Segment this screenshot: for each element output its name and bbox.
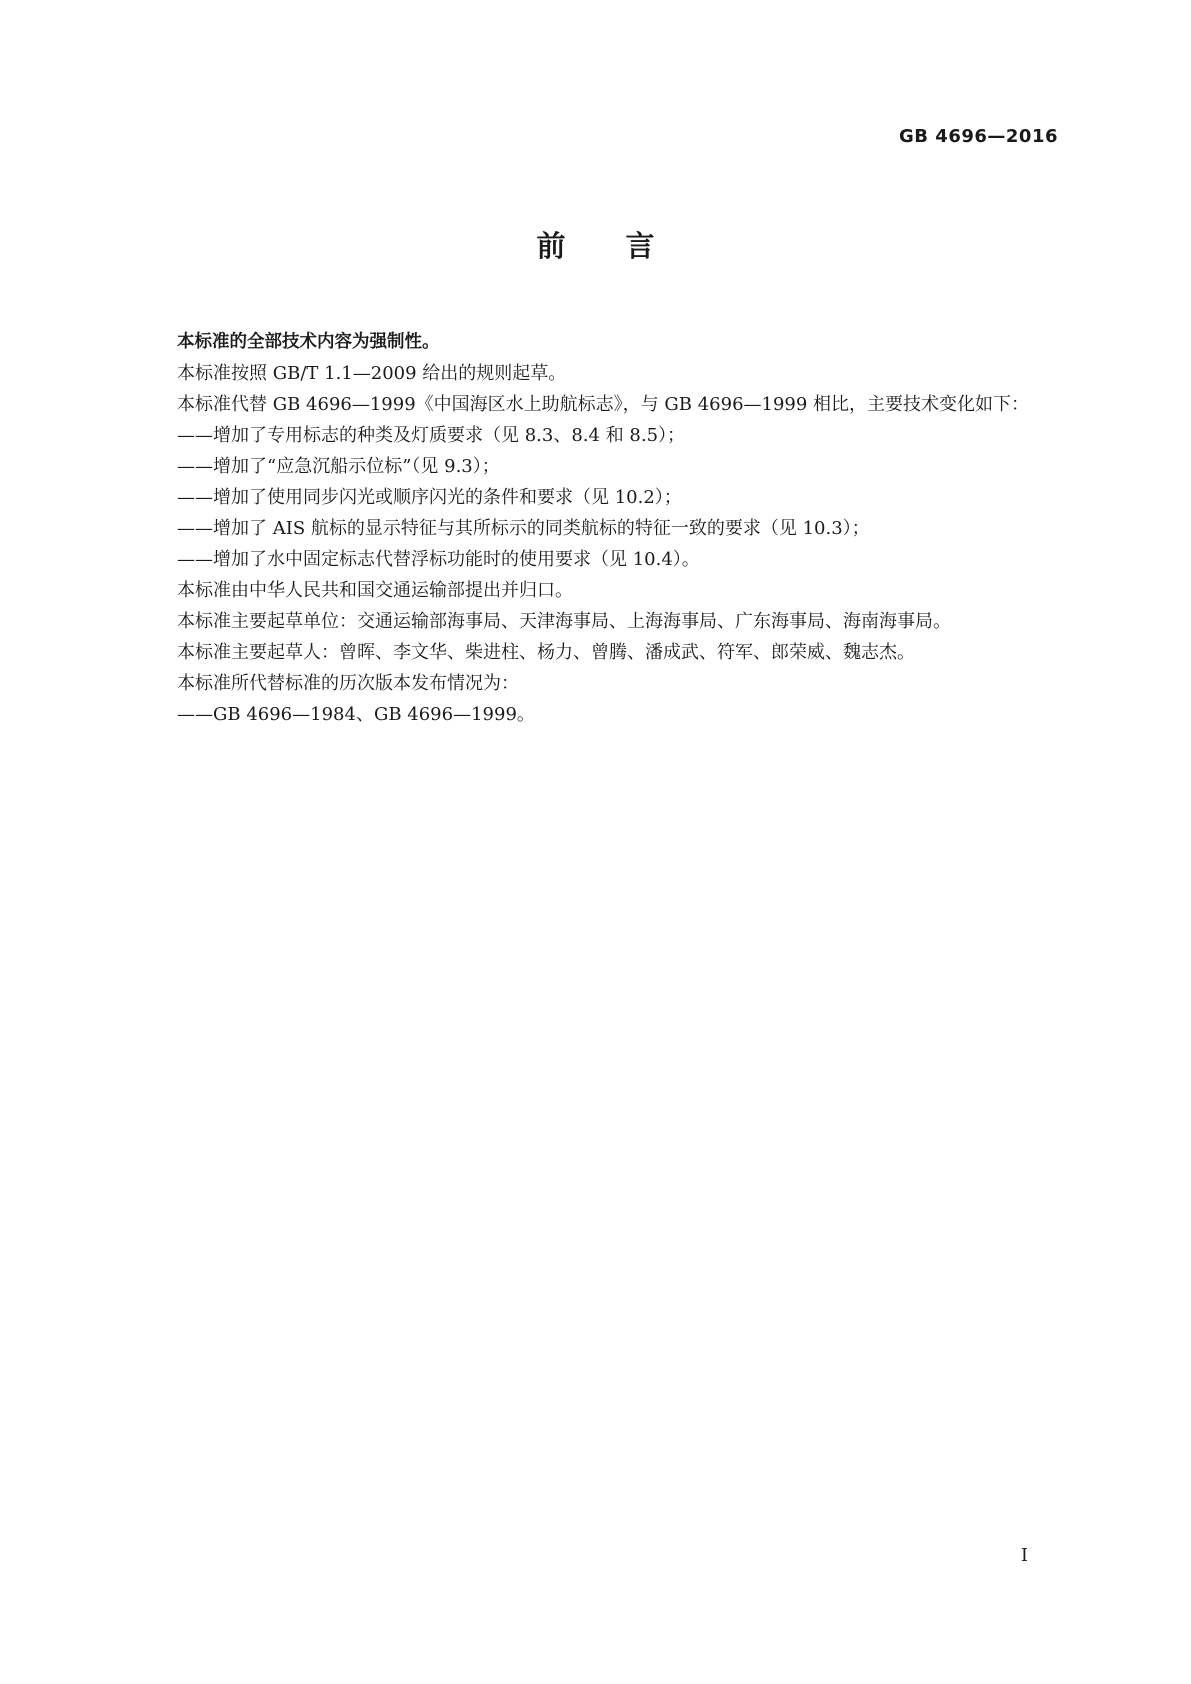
drafting-rules-paragraph: 本标准按照 GB/T 1.1—2009 给出的规则起草。 bbox=[177, 363, 567, 384]
mandatory-statement: 本标准的全部技术内容为强制性。 bbox=[177, 332, 440, 352]
change-item: ——增加了水中固定标志代替浮标功能时的使用要求（见 10.4）。 bbox=[177, 549, 700, 570]
change-item: ——增加了使用同步闪光或顺序闪光的条件和要求（见 10.2）； bbox=[177, 487, 682, 508]
page-number: I bbox=[1020, 1545, 1028, 1566]
previous-editions-item: ——GB 4696—1984、GB 4696—1999。 bbox=[177, 704, 535, 725]
drafters-paragraph: 本标准主要起草人：曾晖、李文华、柴进柱、杨力、曾腾、潘成武、符军、郎荣威、魏志杰。 bbox=[177, 642, 915, 663]
replacement-paragraph: 本标准代替 GB 4696—1999《中国海区水上助航标志》，与 GB 4696—1999 相比，主要技术变化如下： bbox=[177, 394, 1030, 415]
standard-number: GB 4696—2016 bbox=[899, 126, 1058, 147]
change-item: ——增加了专用标志的种类及灯质要求（见 8.3、8.4 和 8.5）； bbox=[177, 425, 686, 446]
page-title: 前言 bbox=[536, 229, 715, 263]
change-item: ——增加了“应急沉船示位标”（见 9.3）； bbox=[177, 456, 500, 477]
proposer-paragraph: 本标准由中华人民共和国交通运输部提出并归口。 bbox=[177, 580, 573, 601]
change-item: ——增加了 AIS 航标的显示特征与其所标示的同类航标的特征一致的要求（见 10.3）； bbox=[177, 518, 870, 539]
drafting-units-paragraph: 本标准主要起草单位：交通运输部海事局、天津海事局、上海海事局、广东海事局、海南海事局。 bbox=[177, 611, 951, 632]
foreword-body bbox=[134, 327, 1058, 730]
previous-editions-paragraph: 本标准所代替标准的历次版本发布情况为： bbox=[177, 673, 519, 694]
